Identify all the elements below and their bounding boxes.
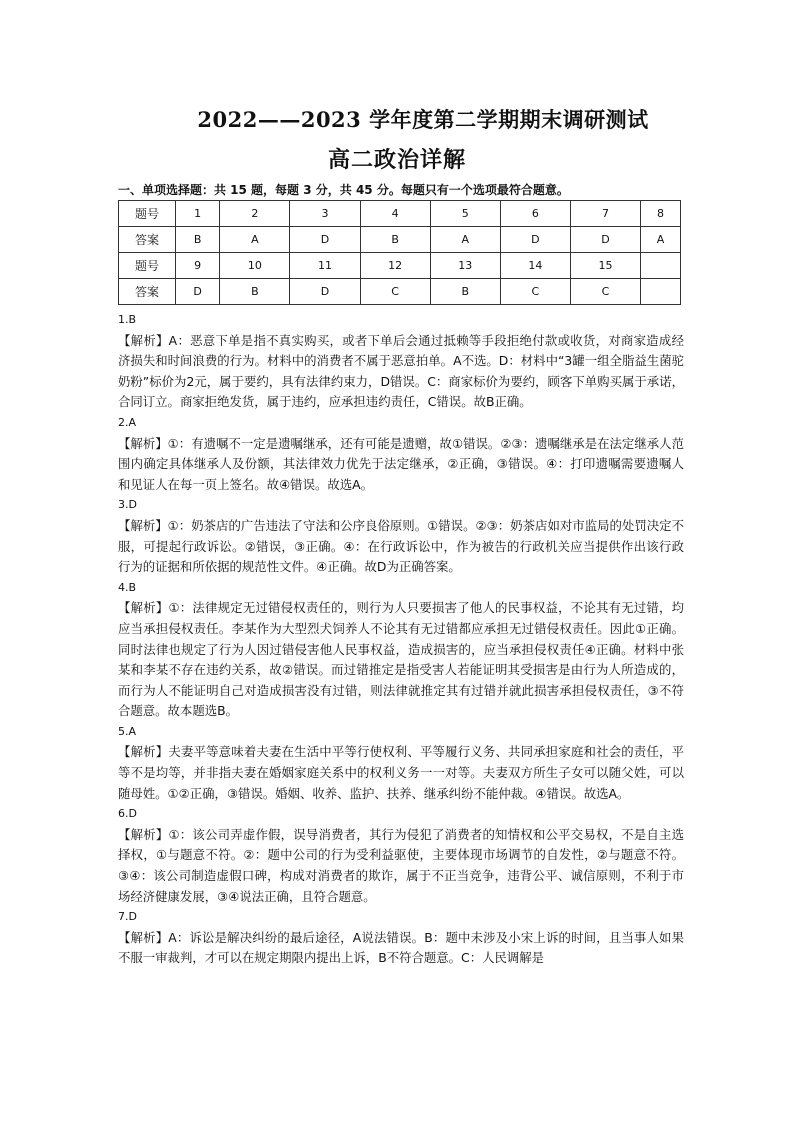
table-cell: D (176, 279, 220, 305)
table-cell: 15 (570, 253, 640, 279)
table-cell: 11 (290, 253, 360, 279)
question-number: 4.B (118, 580, 137, 594)
table-cell: 8 (641, 201, 681, 227)
question-number: 2.A (118, 415, 137, 429)
explanation-text: 【解析】A：恶意下单是指不真实购买，或者下单后会通过抵赖等手段拒绝付款或收货，对商家造成经济损失和时间浪费的行为。材料中的消费者不属于恶意拍单。A不选。D：材料中“3罐一组全脂益生菌驼奶粉”标价为2元，属于要约，具有法律约束力，D错误。C：商家标价为要约，顾客下单购买属于承诺，合同订立。商家拒绝发货，属于违约，应承担违约责任，C错误。故B正确。 (118, 332, 684, 410)
table-cell: A (220, 227, 290, 253)
table-cell: D (570, 227, 640, 253)
table-cell: D (290, 227, 360, 253)
explanation-text: 【解析】①：有遗嘱不一定是遗嘱继承，还有可能是遗赠，故①错误。②③：遗嘱继承是在法定继承人范围内确定具体继承人及份额，其法律效力优先于法定继承，②正确，③错误。④：打印遗嘱需要遗嘱人和见证人在每一页上签名。故④错误。故选A。 (118, 435, 684, 492)
table-cell: 10 (220, 253, 290, 279)
table-cell: C (570, 279, 640, 305)
question-number: 5.A (118, 724, 137, 738)
explanation-text: 【解析】①：该公司弄虚作假，误导消费者，其行为侵犯了消费者的知情权和公平交易权，不是自主选择权，①与题意不符。②：题中公司的行为受利益驱使，主要体现市场调节的自发性，②与题意不符。③④：该公司制造虚假口碑，构成对消费者的欺诈，属于不正当竞争，违背公平、诚信原则，不利于市场经济健康发展，③④说法正确，且符合题意。 (118, 826, 684, 904)
table-cell: A (641, 227, 681, 253)
table-cell: 1 (176, 201, 220, 227)
table-cell: B (360, 227, 430, 253)
table-cell: B (176, 227, 220, 253)
table-cell: D (500, 227, 570, 253)
table-cell: 9 (176, 253, 220, 279)
table-cell (641, 253, 681, 279)
exam-subtitle: 高二政治详解 (327, 147, 466, 173)
explanation-text: 【解析】①：法律规定无过错侵权责任的，则行为人只要损害了他人的民事权益，不论其有无过错，均应当承担侵权责任。李某作为大型烈犬饲养人不论其有无过错都应承担无过错侵权责任。因此①正确。同时法律也规定了行为人因过错侵害他人民事权益，造成损害的，应当承担侵权责任④正确。材料中张某和李某不存在违约关系，故②错误。而过错推定是指受害人若能证明其受损害是由行为人所造成的，而行为人不能证明自己对造成损害没有过错，则法律就推定其有过错并就此损害承担侵权责任，③不符合题意。故本题选B。 (118, 600, 684, 719)
row-label: 题号 (119, 253, 176, 279)
explanation-text: 【解析】①：奶茶店的广告违法了守法和公序良俗原则。①错误。②③：奶茶店如对市监局的处罚决定不服，可提起行政诉讼。②错误，③正确。④：在行政诉讼中，作为被告的行政机关应当提供作出该行政行为的证据和所依据的规范性文件。④正确。故D为正确答案。 (118, 517, 684, 575)
table-cell: A (430, 227, 500, 253)
row-label: 答案 (119, 279, 176, 305)
row-label: 题号 (119, 201, 176, 227)
table-cell (641, 279, 681, 305)
table-cell: 3 (290, 201, 360, 227)
table-cell: 12 (360, 253, 430, 279)
exam-title: 2022——2023 学年度第二学期期末调研测试 (197, 107, 649, 132)
table-row (119, 201, 681, 227)
table-cell: 6 (500, 201, 570, 227)
question-number: 6.D (118, 807, 137, 821)
explanations (118, 310, 684, 969)
question-number: 1.B (118, 313, 137, 326)
question-number: 3.D (118, 498, 137, 512)
question-number: 7.D (118, 910, 137, 924)
explanation-text: 【解析】A：诉讼是解决纠纷的最后途径，A说法错误。B：题中未涉及小宋上诉的时间，且当事人如果不服一审裁判，才可以在规定期限内提出上诉，B不符合题意。C：人民调解是 (118, 929, 684, 966)
explanation-text: 【解析】夫妻平等意味着夫妻在生活中平等行使权利、平等履行义务、共同承担家庭和社会的责任，平等不是均等，并非指夫妻在婚姻家庭关系中的权利义务一一对等。夫妻双方所生子女可以随父姓，可以随母姓。①②正确，③错误。婚姻、收养、监护、扶养、继承纠纷不能仲裁。④错误。故选A。 (118, 744, 684, 801)
table-cell: 7 (570, 201, 640, 227)
table-cell: B (430, 279, 500, 305)
table-cell: D (290, 279, 360, 305)
answer-table (118, 200, 681, 305)
table-cell: 2 (220, 201, 290, 227)
section-heading: 一、单项选择题：共 15 题，每题 3 分，共 45 分。每题只有一个选项最符合题意。 (118, 183, 569, 197)
row-label: 答案 (119, 227, 176, 253)
table-cell: 4 (360, 201, 430, 227)
table-cell: 13 (430, 253, 500, 279)
table-cell: 5 (430, 201, 500, 227)
table-cell: B (220, 279, 290, 305)
table-cell: C (500, 279, 570, 305)
table-row (119, 227, 681, 253)
table-row (119, 279, 681, 305)
table-cell: C (360, 279, 430, 305)
table-row (119, 253, 681, 279)
table-cell: 14 (500, 253, 570, 279)
